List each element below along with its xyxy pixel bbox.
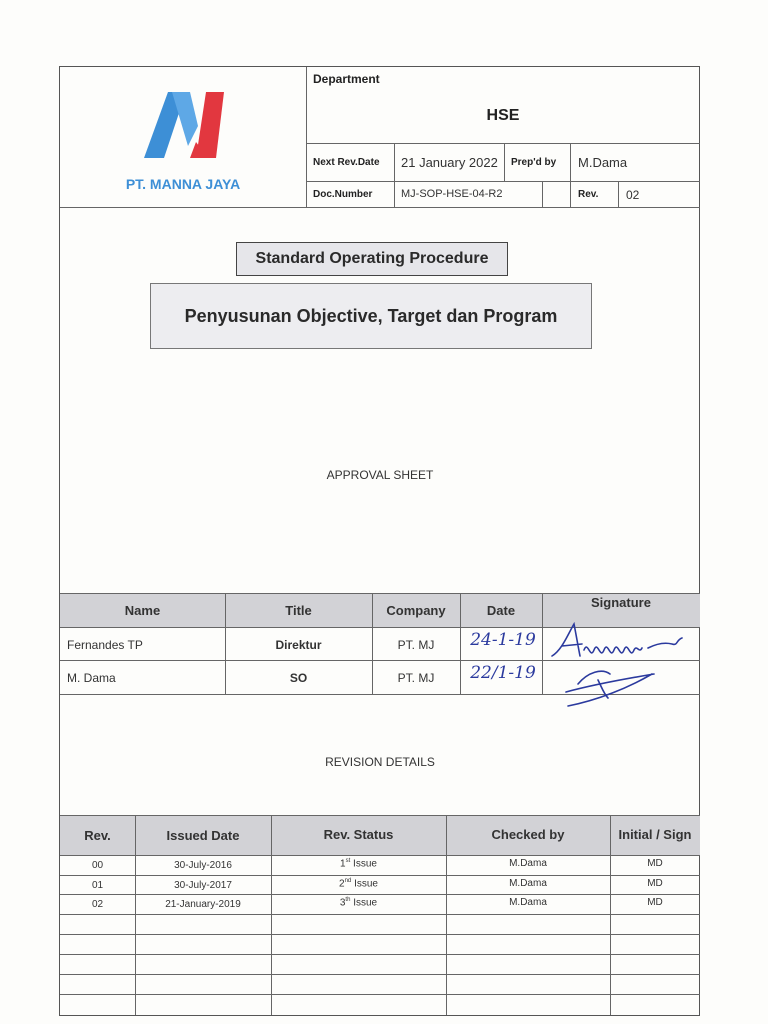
rev-col-checked: Checked by (491, 827, 565, 842)
rev-row-0-status (271, 858, 446, 869)
prepd-by-label: Prep'd by (511, 157, 557, 168)
signature-1 (548, 620, 698, 662)
rev-row-1-initial: MD (647, 878, 663, 889)
approver-1-title: Direktur (275, 638, 322, 652)
status-text: Issue (353, 858, 377, 870)
status-text: Issue (354, 878, 378, 890)
approver-1-company: PT. MJ (397, 638, 435, 652)
rev-row-2-initial: MD (647, 897, 663, 908)
department-label: Department (313, 72, 380, 86)
approver-1-name: Fernandes TP (67, 638, 143, 652)
approver-2-date: 22/1-19 (470, 663, 536, 683)
signature-2 (558, 662, 668, 710)
col-title: Title (285, 603, 312, 618)
rev-row-0-rev: 00 (91, 860, 104, 871)
approver-2-company: PT. MJ (397, 671, 435, 685)
revision-heading: REVISION DETAILS (325, 755, 435, 769)
status-suffix: th (345, 897, 351, 903)
document-title: Penyusunan Objective, Target dan Program (150, 283, 592, 349)
doc-number-label: Doc.Number (313, 189, 373, 200)
col-name: Name (124, 603, 161, 618)
rev-row-0-checked: M.Dama (509, 858, 547, 869)
rev-label: Rev. (578, 189, 599, 200)
document-frame (59, 66, 700, 1016)
col-company: Company (386, 603, 446, 618)
status-number: 1 (340, 858, 346, 870)
doc-number-value: MJ-SOP-HSE-04-R2 (401, 188, 503, 200)
company-name: PT. MANNA JAYA (125, 176, 241, 192)
approver-1-date: 24-1-19 (470, 630, 536, 650)
department-value: HSE (486, 107, 520, 124)
rev-row-2-rev: 02 (91, 899, 104, 910)
col-date: Date (486, 603, 516, 618)
rev-col-initial: Initial / Sign (618, 827, 692, 842)
company-logo (142, 86, 228, 162)
status-text: Issue (353, 897, 378, 909)
approval-heading: APPROVAL SHEET (326, 468, 434, 482)
rev-col-status: Rev. Status (323, 827, 394, 842)
rev-row-1-status (271, 878, 446, 889)
next-rev-label: Next Rev.Date (313, 157, 380, 168)
rev-row-0-issued: 30-July-2016 (174, 860, 232, 871)
rev-col-rev: Rev. (84, 828, 111, 843)
rev-row-2-issued: 21-January-2019 (165, 899, 241, 910)
col-signature: Signature (591, 595, 651, 610)
sop-label: Standard Operating Procedure (236, 242, 508, 276)
approver-2-title: SO (289, 671, 308, 685)
rev-row-1-checked: M.Dama (509, 878, 547, 889)
rev-row-2-checked: M.Dama (509, 897, 547, 908)
next-rev-value: 21 January 2022 (401, 155, 498, 170)
status-number: 2 (339, 878, 345, 890)
prepd-by-value: M.Dama (578, 155, 628, 170)
approver-2-name: M. Dama (67, 671, 116, 685)
status-suffix: st (345, 858, 351, 864)
rev-row-2-status (271, 897, 446, 908)
rev-row-1-issued: 30-July-2017 (174, 880, 232, 891)
rev-col-issued: Issued Date (166, 828, 240, 843)
rev-value: 02 (626, 188, 640, 202)
rev-row-1-rev: 01 (91, 880, 104, 891)
status-suffix: nd (344, 878, 352, 884)
rev-row-0-initial: MD (647, 858, 663, 869)
status-number: 3 (339, 897, 346, 909)
